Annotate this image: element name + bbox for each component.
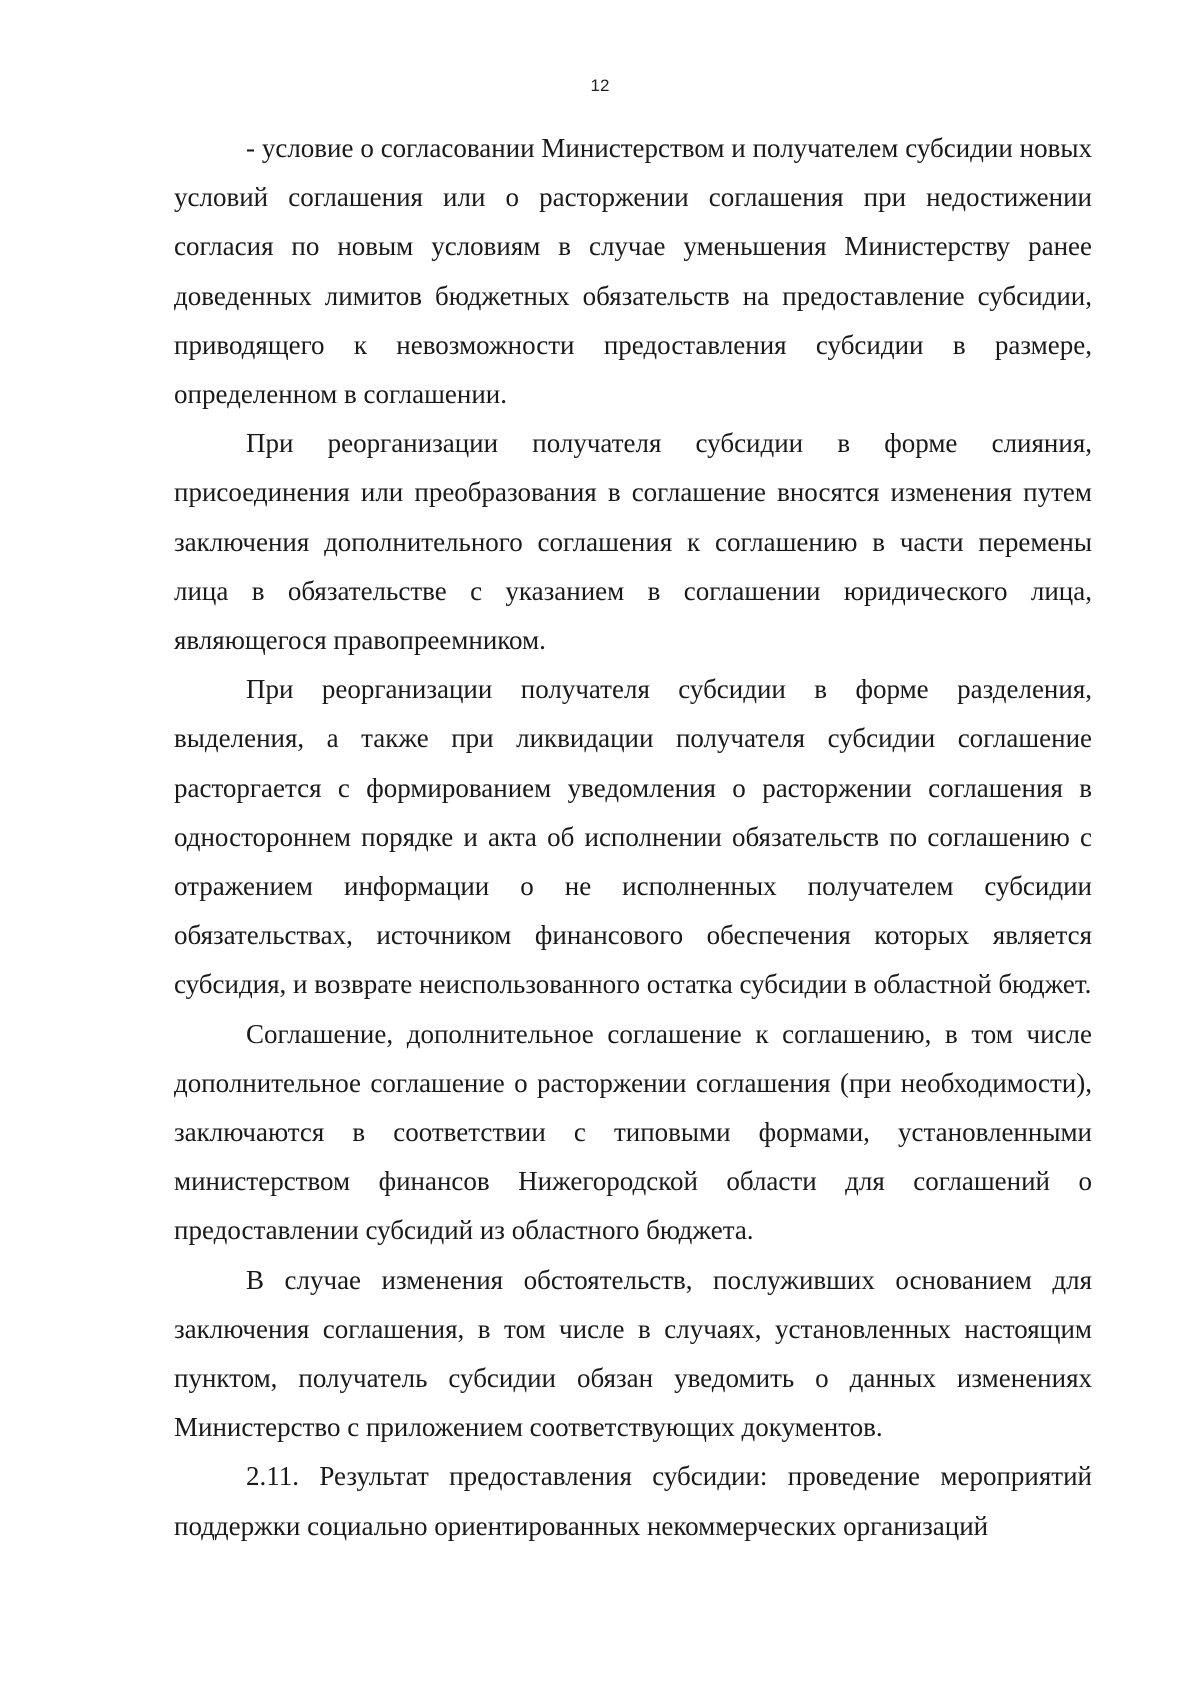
document-body	[174, 124, 1092, 1551]
paragraph-reorganization-division: При реорганизации получателя субсидии в форме разделения, выделения, а также при ликвидации получателя субсидии соглашение расторгается с формированием уведомления о расторжении соглашения в одностороннем порядке и акта об исполнении обязательств по соглашению с отражением информации о не исполненных получателем субсидии обязательствах, источником финансового обеспечения которых является субсидия, и возврате неиспользованного остатка субсидии в областной бюджет.	[174, 674, 1092, 1000]
paragraph-agreement-forms: Соглашение, дополнительное соглашение к соглашению, в том числе дополнительное соглашение о расторжении соглашения (при необходимости), заключаются в соответствии с типовыми формами, установленными министерством финансов Нижегородской области для соглашений о предоставлении субсидий из областного бюджета.	[174, 1018, 1092, 1246]
page-number: 12	[590, 76, 610, 95]
paragraph-circumstances-change: В случае изменения обстоятельств, послуживших основанием для заключения соглашения, в том числе в случаях, установленных настоящим пунктом, получатель субсидии обязан уведомить о данных изменениях Министерство с приложением соответствующих документов.	[174, 1264, 1092, 1443]
paragraph-reorganization-merger: При реорганизации получателя субсидии в форме слияния, присоединения или преобразования в соглашение вносятся изменения путем заключения дополнительного соглашения к соглашению в части перемены лица в обязательстве с указанием в соглашении юридического лица, являющегося правопреемником.	[174, 428, 1092, 656]
paragraph-subsidy-result: 2.11. Результат предоставления субсидии: проведение мероприятий поддержки социально ориентированных некоммерческих организаций	[174, 1461, 1092, 1541]
paragraph-agreement-conditions: - условие о согласовании Министерством и получателем субсидии новых условий соглашения или о расторжении соглашения при недостижении согласия по новым условиям в случае уменьшения Министерству ранее доведенных лимитов бюджетных обязательств на предоставление субсидии, приводящего к невозможности предоставления субсидии в размере, определенном в соглашении.	[174, 133, 1092, 410]
